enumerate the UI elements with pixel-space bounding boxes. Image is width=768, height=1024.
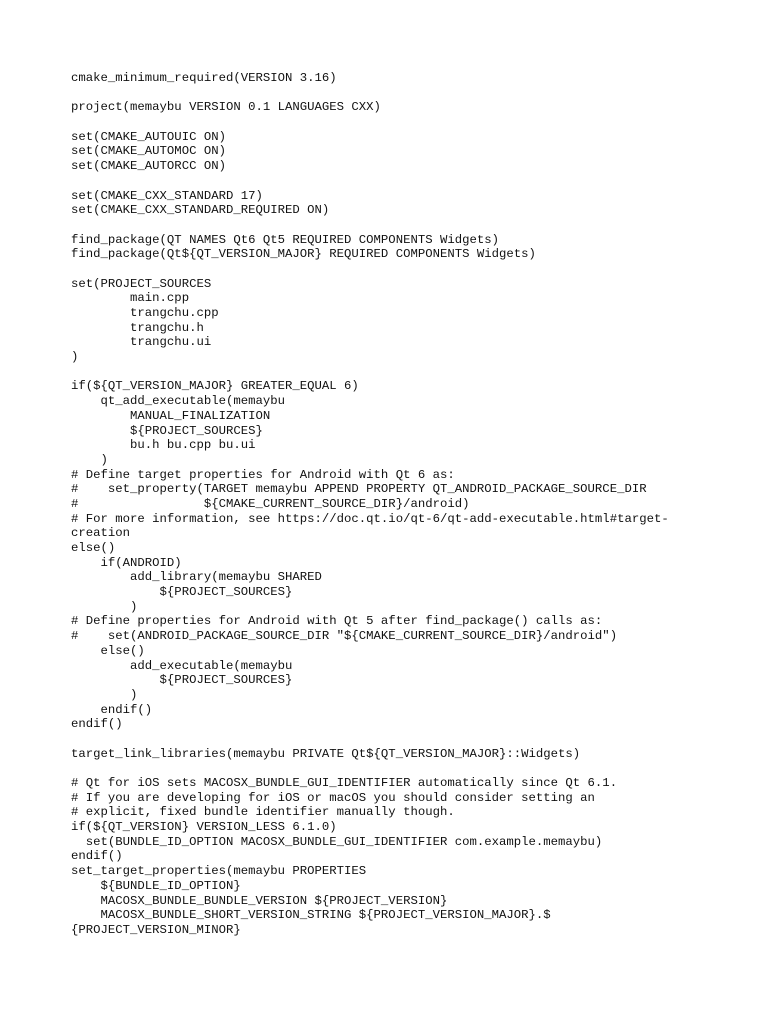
code-line: find_package(Qt${QT_VERSION_MAJOR} REQUIRED COMPONENTS Widgets) — [71, 247, 536, 262]
code-line: MACOSX_BUNDLE_SHORT_VERSION_STRING ${PROJECT_VERSION_MAJOR}.$ — [71, 908, 551, 923]
code-line: project(memaybu VERSION 0.1 LANGUAGES CXX) — [71, 100, 381, 115]
code-line: ) — [71, 350, 79, 365]
code-line — [71, 86, 751, 101]
code-line: ${PROJECT_SOURCES} — [71, 423, 263, 438]
code-line: endif() — [71, 702, 153, 717]
cmake-code-block — [71, 71, 751, 938]
code-line: ) — [71, 452, 108, 467]
code-line: # Define properties for Android with Qt 5 after find_package() calls as: — [71, 614, 603, 629]
code-line: MACOSX_BUNDLE_BUNDLE_VERSION ${PROJECT_VERSION} — [71, 893, 448, 908]
code-line: set(PROJECT_SOURCES — [71, 276, 212, 291]
code-line: set(CMAKE_AUTORCC ON) — [71, 159, 226, 174]
code-line: # If you are developing for iOS or macOS you should consider setting an — [71, 790, 595, 805]
code-line: ${PROJECT_SOURCES} — [71, 673, 293, 688]
code-line: MANUAL_FINALIZATION — [71, 408, 271, 423]
code-line: {PROJECT_VERSION_MINOR} — [71, 922, 241, 937]
code-line: trangchu.ui — [71, 335, 212, 350]
code-line: # For more information, see https://doc.qt.io/qt-6/qt-add-executable.html#target- — [71, 511, 669, 526]
code-line — [71, 174, 751, 189]
code-line: qt_add_executable(memaybu — [71, 394, 286, 409]
code-line: ${PROJECT_SOURCES} — [71, 585, 293, 600]
code-line — [71, 761, 751, 776]
code-line: cmake_minimum_required(VERSION 3.16) — [71, 71, 337, 85]
code-line: target_link_libraries(memaybu PRIVATE Qt${QT_VERSION_MAJOR}::Widgets) — [71, 746, 581, 761]
code-line: # explicit, fixed bundle identifier manually though. — [71, 805, 455, 820]
code-line: # ${CMAKE_CURRENT_SOURCE_DIR}/android) — [71, 496, 470, 511]
code-line: creation — [71, 526, 131, 541]
code-line: if(ANDROID) — [71, 555, 182, 570]
code-line: ${BUNDLE_ID_OPTION} — [71, 878, 241, 893]
code-line: set(BUNDLE_ID_OPTION MACOSX_BUNDLE_GUI_IDENTIFIER com.example.memaybu) — [71, 834, 603, 849]
code-line: set_target_properties(memaybu PROPERTIES — [71, 864, 367, 879]
code-line: find_package(QT NAMES Qt6 Qt5 REQUIRED COMPONENTS Widgets) — [71, 232, 500, 247]
code-line: endif() — [71, 849, 123, 864]
code-line — [71, 732, 751, 747]
code-line: trangchu.cpp — [71, 306, 219, 320]
code-line — [71, 115, 751, 130]
code-line: ) — [71, 687, 138, 702]
code-line: if(${QT_VERSION_MAJOR} GREATER_EQUAL 6) — [71, 379, 359, 394]
code-line: else() — [71, 541, 116, 555]
code-line: # set(ANDROID_PACKAGE_SOURCE_DIR "${CMAKE_CURRENT_SOURCE_DIR}/android") — [71, 629, 618, 644]
code-line: set(CMAKE_AUTOMOC ON) — [71, 144, 226, 159]
code-line: set(CMAKE_AUTOUIC ON) — [71, 129, 226, 144]
code-line: add_executable(memaybu — [71, 658, 293, 673]
code-line: main.cpp — [71, 291, 190, 306]
code-line: set(CMAKE_CXX_STANDARD_REQUIRED ON) — [71, 203, 330, 218]
code-line: endif() — [71, 717, 123, 732]
code-line: ) — [71, 599, 138, 614]
code-line — [71, 262, 751, 277]
code-line: if(${QT_VERSION} VERSION_LESS 6.1.0) — [71, 820, 337, 835]
code-line: # set_property(TARGET memaybu APPEND PROPERTY QT_ANDROID_PACKAGE_SOURCE_DIR — [71, 482, 647, 497]
code-line: add_library(memaybu SHARED — [71, 570, 322, 585]
code-line: else() — [71, 643, 145, 658]
code-line: trangchu.h — [71, 320, 204, 335]
code-line — [71, 365, 751, 380]
code-line: # Qt for iOS sets MACOSX_BUNDLE_GUI_IDENTIFIER automatically since Qt 6.1. — [71, 776, 618, 790]
code-line: bu.h bu.cpp bu.ui — [71, 438, 256, 453]
code-line — [71, 218, 751, 233]
code-line: # Define target properties for Android with Qt 6 as: — [71, 467, 455, 482]
code-line: set(CMAKE_CXX_STANDARD 17) — [71, 188, 263, 203]
